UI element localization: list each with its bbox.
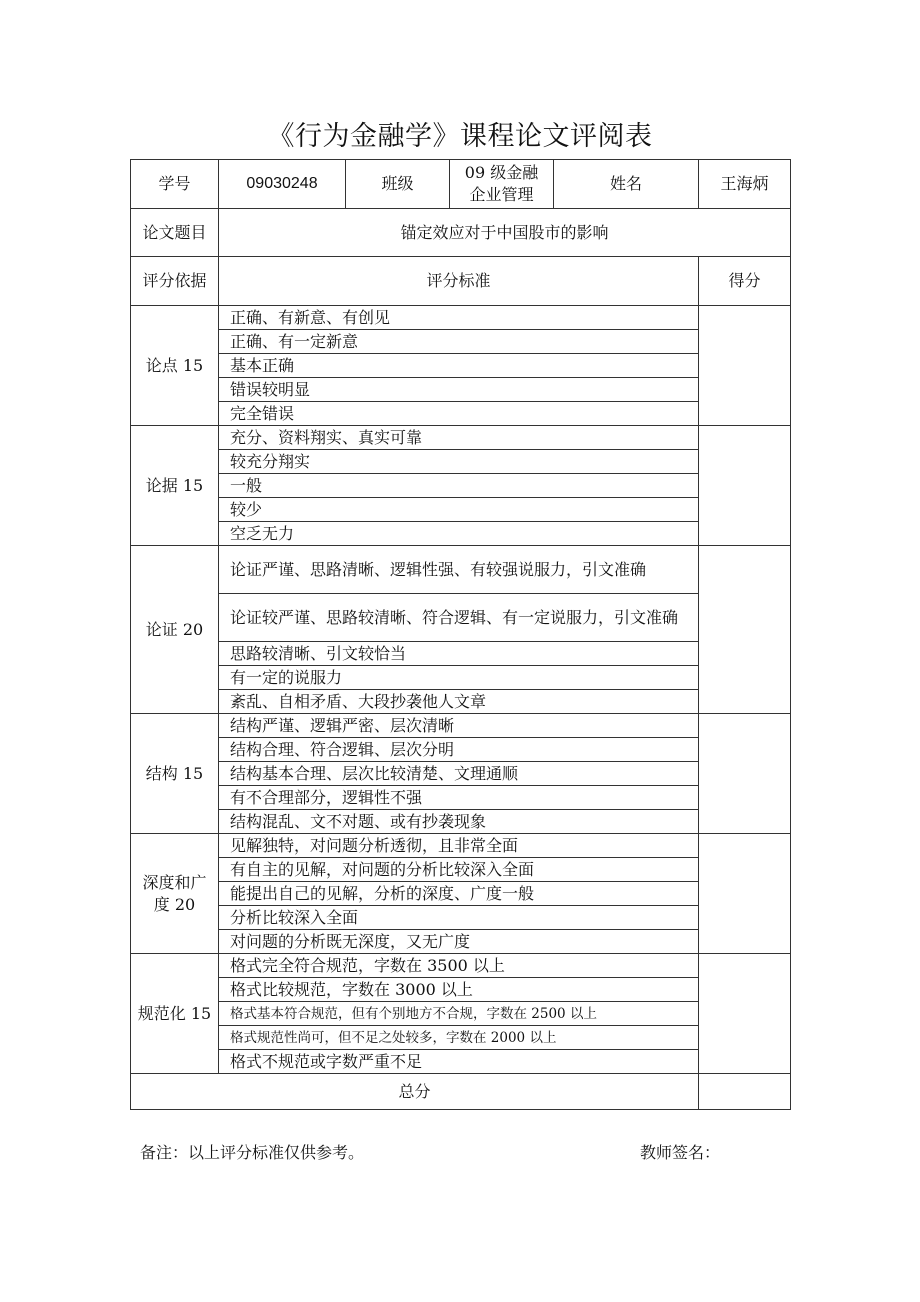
class-value bbox=[450, 160, 554, 209]
student-id-label: 学号 bbox=[131, 160, 219, 209]
category-label: 论点 15 bbox=[131, 306, 219, 426]
student-info-row bbox=[131, 160, 791, 209]
criteria-item: 空乏无力 bbox=[219, 522, 699, 546]
criteria-item: 正确、有一定新意 bbox=[219, 330, 699, 354]
criteria-row bbox=[131, 834, 791, 858]
criteria-row bbox=[131, 402, 791, 426]
criteria-item: 对问题的分析既无深度，又无广度 bbox=[219, 930, 699, 954]
criteria-item: 论证严谨、思路清晰、逻辑性强、有较强说服力，引文准确 bbox=[219, 546, 699, 594]
category-label: 结构 15 bbox=[131, 714, 219, 834]
criteria-row bbox=[131, 762, 791, 786]
criteria-row bbox=[131, 714, 791, 738]
category-label: 论证 20 bbox=[131, 546, 219, 714]
criteria-row bbox=[131, 354, 791, 378]
criteria-item: 结构严谨、逻辑严密、层次清晰 bbox=[219, 714, 699, 738]
criteria-row bbox=[131, 642, 791, 666]
score-header: 得分 bbox=[699, 257, 791, 306]
criteria-row bbox=[131, 954, 791, 978]
criteria-item: 结构混乱、文不对题、或有抄袭现象 bbox=[219, 810, 699, 834]
criteria-row bbox=[131, 474, 791, 498]
criteria-item: 论证较严谨、思路较清晰、符合逻辑、有一定说服力，引文准确 bbox=[219, 594, 699, 642]
criteria-row bbox=[131, 1002, 791, 1026]
criteria-header: 评分标准 bbox=[219, 257, 699, 306]
name-value: 王海炳 bbox=[699, 160, 791, 209]
criteria-item: 正确、有新意、有创见 bbox=[219, 306, 699, 330]
criteria-row bbox=[131, 978, 791, 1002]
criteria-row bbox=[131, 738, 791, 762]
criteria-row bbox=[131, 330, 791, 354]
criteria-item: 一般 bbox=[219, 474, 699, 498]
criteria-row bbox=[131, 546, 791, 594]
topic-row bbox=[131, 209, 791, 257]
score-cell[interactable] bbox=[699, 426, 791, 546]
criteria-row bbox=[131, 306, 791, 330]
criteria-row bbox=[131, 786, 791, 810]
category-label: 规范化 15 bbox=[131, 954, 219, 1074]
criteria-item: 有自主的见解，对问题的分析比较深入全面 bbox=[219, 858, 699, 882]
criteria-row bbox=[131, 1026, 791, 1050]
score-cell[interactable] bbox=[699, 954, 791, 1074]
criteria-row bbox=[131, 1050, 791, 1074]
category-label: 论据 15 bbox=[131, 426, 219, 546]
criteria-row bbox=[131, 594, 791, 642]
column-header-row bbox=[131, 257, 791, 306]
student-id-value: 09030248 bbox=[219, 160, 346, 209]
score-cell[interactable] bbox=[699, 714, 791, 834]
criteria-row bbox=[131, 522, 791, 546]
criteria-item: 格式比较规范，字数在 3000 以上 bbox=[219, 978, 699, 1002]
criteria-row bbox=[131, 810, 791, 834]
criteria-item: 完全错误 bbox=[219, 402, 699, 426]
name-label: 姓名 bbox=[554, 160, 699, 209]
footer-note: 备注：以上评分标准仅供参考。 bbox=[140, 1143, 365, 1162]
evaluation-form-table bbox=[130, 159, 791, 1110]
criteria-row bbox=[131, 498, 791, 522]
class-value-line1: 09 级金融 bbox=[464, 163, 539, 182]
criteria-item: 格式不规范或字数严重不足 bbox=[219, 1050, 699, 1074]
criteria-item: 充分、资料翔实、真实可靠 bbox=[219, 426, 699, 450]
criteria-row bbox=[131, 690, 791, 714]
total-score-cell[interactable] bbox=[699, 1074, 791, 1110]
criteria-row bbox=[131, 426, 791, 450]
criteria-item: 见解独特，对问题分析透彻，且非常全面 bbox=[219, 834, 699, 858]
category-label: 深度和广度 20 bbox=[131, 834, 219, 954]
criteria-row bbox=[131, 450, 791, 474]
criteria-item: 较充分翔实 bbox=[219, 450, 699, 474]
class-label: 班级 bbox=[346, 160, 450, 209]
criteria-item: 有不合理部分，逻辑性不强 bbox=[219, 786, 699, 810]
criteria-item: 基本正确 bbox=[219, 354, 699, 378]
document-title: 《行为金融学》课程论文评阅表 bbox=[267, 121, 653, 152]
criteria-item: 结构合理、符合逻辑、层次分明 bbox=[219, 738, 699, 762]
criteria-row bbox=[131, 930, 791, 954]
criteria-item: 有一定的说服力 bbox=[219, 666, 699, 690]
score-cell[interactable] bbox=[699, 834, 791, 954]
criteria-row bbox=[131, 378, 791, 402]
criteria-row bbox=[131, 882, 791, 906]
criteria-item: 能提出自己的见解，分析的深度、广度一般 bbox=[219, 882, 699, 906]
score-cell[interactable] bbox=[699, 546, 791, 714]
criteria-item: 较少 bbox=[219, 498, 699, 522]
total-label: 总分 bbox=[131, 1074, 699, 1110]
criteria-item: 结构基本合理、层次比较清楚、文理通顺 bbox=[219, 762, 699, 786]
criteria-row bbox=[131, 666, 791, 690]
criteria-item: 格式规范性尚可，但不足之处较多，字数在 2000 以上 bbox=[219, 1026, 699, 1050]
topic-value: 锚定效应对于中国股市的影响 bbox=[219, 209, 791, 257]
criteria-item: 紊乱、自相矛盾、大段抄袭他人文章 bbox=[219, 690, 699, 714]
criteria-item: 错误较明显 bbox=[219, 378, 699, 402]
score-cell[interactable] bbox=[699, 306, 791, 426]
criteria-item: 思路较清晰、引文较恰当 bbox=[219, 642, 699, 666]
criteria-item: 格式完全符合规范，字数在 3500 以上 bbox=[219, 954, 699, 978]
basis-header: 评分依据 bbox=[131, 257, 219, 306]
class-value-line2: 企业管理 bbox=[469, 185, 534, 204]
criteria-item: 格式基本符合规范，但有个别地方不合规，字数在 2500 以上 bbox=[219, 1002, 699, 1026]
criteria-row bbox=[131, 858, 791, 882]
criteria-row bbox=[131, 906, 791, 930]
criteria-item: 分析比较深入全面 bbox=[219, 906, 699, 930]
topic-label: 论文题目 bbox=[131, 209, 219, 257]
total-row bbox=[131, 1074, 791, 1110]
teacher-signature-label: 教师签名： bbox=[640, 1143, 721, 1162]
